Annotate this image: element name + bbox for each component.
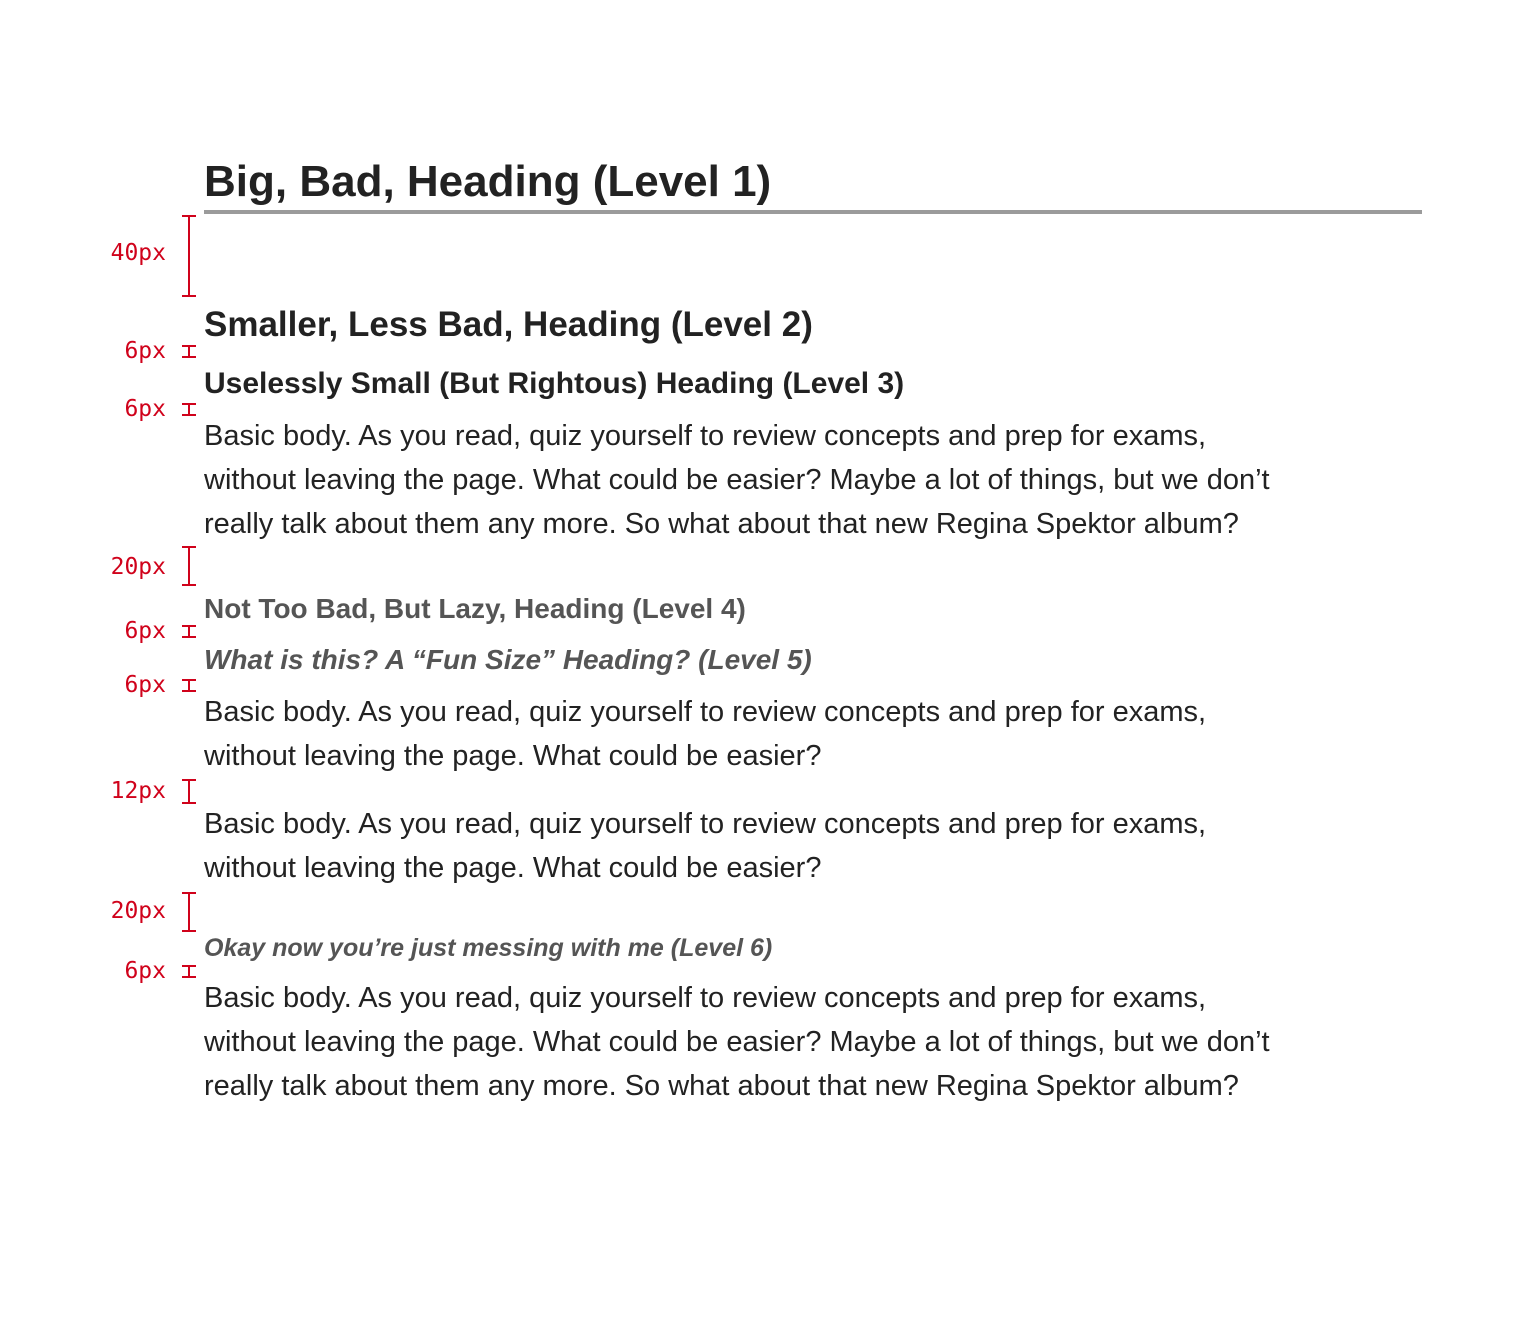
spacing-label-40px: 40px	[110, 240, 166, 266]
body-paragraph-1	[204, 414, 1434, 546]
spacing-bracket-6px	[182, 679, 196, 692]
heading-level-6: Okay now you’re just messing with me (Level 6)	[204, 934, 773, 962]
spacing-label-6px: 6px	[124, 672, 166, 698]
body-line: Basic body. As you read, quiz yourself to review concepts and prep for exams,	[204, 808, 1207, 840]
spacing-bracket-6px	[182, 345, 196, 358]
heading-level-4: Not Too Bad, But Lazy, Heading (Level 4)	[204, 593, 746, 624]
body-paragraph-2	[204, 690, 1434, 778]
heading-level-1: Big, Bad, Heading (Level 1)	[204, 157, 772, 206]
spacing-bracket-12px	[182, 779, 196, 804]
body-line: really talk about them any more. So what about that new Regina Spektor album?	[204, 508, 1239, 540]
body-line: without leaving the page. What could be easier? Maybe a lot of things, but we don’t	[204, 464, 1270, 496]
spacing-bracket-20px	[182, 892, 196, 932]
spacing-label-6px: 6px	[124, 338, 166, 364]
spacing-label-12px: 12px	[110, 778, 166, 804]
body-paragraph-3	[204, 802, 1434, 890]
body-line: really talk about them any more. So what about that new Regina Spektor album?	[204, 1070, 1239, 1102]
body-line: Basic body. As you read, quiz yourself to review concepts and prep for exams,	[204, 696, 1207, 728]
spacing-label-6px: 6px	[124, 396, 166, 422]
body-paragraph-4	[204, 976, 1434, 1108]
spacing-bracket-40px	[182, 215, 196, 297]
heading-level-1-underline	[204, 210, 1422, 214]
spacing-bracket-6px	[182, 403, 196, 416]
spacing-bracket-6px	[182, 965, 196, 978]
spacing-label-20px: 20px	[110, 898, 166, 924]
body-line: Basic body. As you read, quiz yourself to review concepts and prep for exams,	[204, 420, 1207, 452]
body-line: without leaving the page. What could be easier? Maybe a lot of things, but we don’t	[204, 1026, 1270, 1058]
spacing-bracket-6px	[182, 625, 196, 638]
body-line: without leaving the page. What could be easier?	[204, 740, 822, 772]
heading-level-3: Uselessly Small (But Rightous) Heading (Level 3)	[204, 367, 905, 400]
spacing-label-20px: 20px	[110, 554, 166, 580]
heading-level-5: What is this? A “Fun Size” Heading? (Level 5)	[204, 644, 812, 675]
spacing-label-6px: 6px	[124, 618, 166, 644]
spacing-bracket-20px	[182, 546, 196, 586]
spacing-label-6px: 6px	[124, 958, 166, 984]
body-line: without leaving the page. What could be easier?	[204, 852, 822, 884]
heading-level-2: Smaller, Less Bad, Heading (Level 2)	[204, 305, 813, 344]
body-line: Basic body. As you read, quiz yourself to review concepts and prep for exams,	[204, 982, 1207, 1014]
